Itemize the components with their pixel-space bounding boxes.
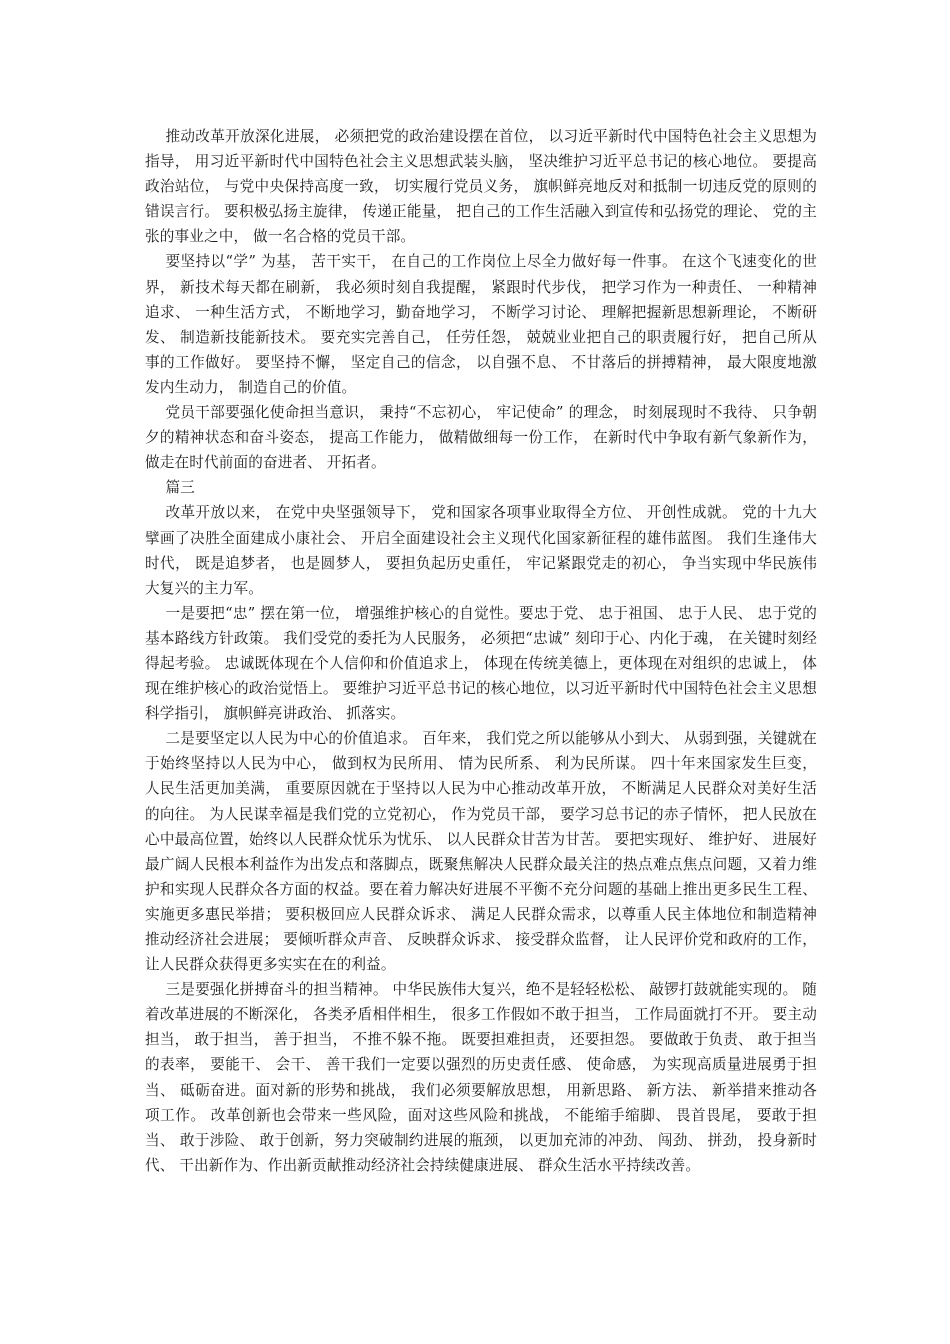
paragraph-2: 要坚持以“学” 为基， 苦干实干， 在自己的工作岗位上尽全力做好每一件事。 在这个飞速变化的世界， 新技术每天都在刷新， 我必须时刻自我提醒， 紧跟时代步伐， 把学习作为一种责任、 一种精神追求、 一种生活方式， 不断地学习，勤奋地学习， 不断学习讨论、 理解把握新思想新理论， 不断研发、 制造新技能新技术。 要充实完善自己， 任劳任怨， 兢兢业业把自己的职责履行好， 把自己所从事的工作做好。 要坚持不懈， 坚定自己的信念， 以自强不息、 不甘落后的拼搏精神， 最大限度地激发内生动力， 制造自己的价值。 bbox=[145, 253, 817, 396]
document-body bbox=[145, 124, 817, 1178]
paragraph-1: 推动改革开放深化进展， 必须把党的政治建设摆在首位， 以习近平新时代中国特色社会主义思想为指导， 用习近平新时代中国特色社会主义思想武装头脑， 坚决维护习近平总书记的核心地位。 要提高政治站位， 与党中央保持高度一致， 切实履行党员义务， 旗帜鲜亮地反对和抵制一切违反党的原则的错误言行。 要积极弘扬主旋律， 传递正能量， 把自己的工作生活融入到宣传和弘扬党的理论、 党的主张的事业之中， 做一名合格的党员干部。 bbox=[145, 128, 817, 246]
paragraph-4: 改革开放以来， 在党中央坚强领导下， 党和国家各项事业取得全方位、 开创性成就。 党的十九大擘画了决胜全面建成小康社会、 开启全面建设社会主义现代化国家新征程的雄伟蓝图。 我们生逢伟大时代， 既是追梦者， 也是圆梦人， 要担负起历史重任， 牢记紧跟党走的初心， 争当实现中华民族伟大复兴的主力军。 bbox=[145, 504, 817, 597]
paragraph-3: 党员干部要强化使命担当意识， 秉持“不忘初心， 牢记使命” 的理念， 时刻展现时不我待、 只争朝夕的精神状态和奋斗姿态， 提高工作能力， 做精做细每一份工作， 在新时代中争取有新气象新作为， 做走在时代前面的奋进者、 开拓者。 bbox=[145, 404, 817, 472]
paragraph-6: 二是要坚定以人民为中心的价值追求。 百年来， 我们党之所以能够从小到大、 从弱到强，关键就在于始终坚持以人民为中心， 做到权为民所用、 情为民所系、 利为民所谋。 四十年来国家发生巨变， 人民生活更加美满， 重要原因就在于坚持以人民为中心推动改革开放， 不断满足人民群众对美好生活的向往。 为人民谋幸福是我们党的立党初心， 作为党员干部， 要学习总书记的赤子情怀， 把人民放在心中最高位置，始终以人民群众忧乐为忧乐、 以人民群众甘苦为甘苦。 要把实现好、 维护好、 进展好最广阔人民根本利益作为出发点和落脚点，既聚焦解决人民群众最关注的热点难点焦点问题，又着力维护和实现人民群众各方面的权益。要在着力解决好进展不平衡不充分问题的基础上推出更多民生工程、 实施更多惠民举措； 要积极回应人民群众诉求、 满足人民群众需求，以尊重人民主体地位和制造精神推动经济社会进展； 要倾听群众声音、 反映群众诉求、 接受群众监督， 让人民评价党和政府的工作， 让人民群众获得更多实实在在的利益。 bbox=[145, 730, 817, 974]
paragraph-5: 一是要把“忠” 摆在第一位， 增强维护核心的自觉性。要忠于党、 忠于祖国、 忠于人民、 忠于党的基本路线方针政策。 我们受党的委托为人民服务， 必须把“忠诚” 刻印于心、内化于魂， 在关键时刻经得起考验。 忠诚既体现在个人信仰和价值追求上， 体现在传统美德上，更体现在对组织的忠诚上， 体现在维护核心的政治觉悟上。 要维护习近平总书记的核心地位，以习近平新时代中国特色社会主义思想科学指引， 旗帜鲜亮讲政治、 抓落实。 bbox=[145, 604, 817, 723]
paragraph-7: 三是要强化拼搏奋斗的担当精神。 中华民族伟大复兴，绝不是轻轻松松、 敲锣打鼓就能实现的。 随着改革进展的不断深化， 各类矛盾相伴相生， 很多工作假如不敢于担当， 工作局面就打不开。 要主动担当， 敢于担当， 善于担当， 不推不躲不拖。 既要担难担责， 还要担怨。 要做敢于负责、 敢于担当的表率， 要能干、 会干、 善干我们一定要以强烈的历史责任感、 使命感， 为实现高质量进展勇于担当、 砥砺奋进。面对新的形势和挑战， 我们必须要解放思想， 用新思路、 新方法、 新举措来推动各项工作。 改革创新也会带来一些风险，面对这些风险和挑战， 不能缩手缩脚、 畏首畏尾， 要敢于担当、 敢于涉险、 敢于创新，努力突破制约进展的瓶颈， 以更加充沛的冲劲、 闯劲、 拼劲， 投身新时代、 干出新作为、作出新贡献推动经济社会持续健康进展、 群众生活水平持续改善。 bbox=[145, 981, 817, 1174]
section-heading: 篇三 bbox=[165, 479, 195, 497]
